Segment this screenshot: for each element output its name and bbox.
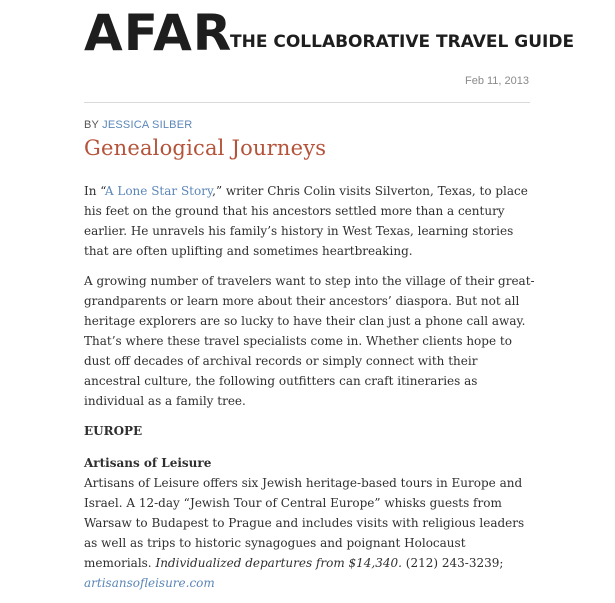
site-header <box>84 2 584 64</box>
lone-star-story-link[interactable]: A Lone Star Story <box>104 184 213 198</box>
article-title: Genealogical Journeys <box>84 136 327 160</box>
byline <box>84 119 192 132</box>
article-body <box>84 181 536 603</box>
outfitter-name: Artisans of Leisure <box>84 456 212 470</box>
byline-prefix: BY <box>84 119 99 131</box>
intro-text-before: In “ <box>84 184 105 198</box>
outfitter-description-text: Artisans of Leisure offers six Jewish heritage-based tours in Europe and Israel. A 12-day “Jewish Tour of Central Europe” whisks guests from Warsaw to Budapest to Prague and includes visits with religious leaders as well as trips to historic synagogues and poignant Holocaust memorials. <box>84 476 525 570</box>
section-heading-europe: EUROPE <box>84 424 143 438</box>
outfitter-website-link[interactable]: artisansofleisure.com <box>84 576 215 590</box>
header-divider <box>84 102 530 103</box>
article-date: Feb 11, 2013 <box>464 75 529 87</box>
author-link[interactable]: JESSICA SILBER <box>102 119 193 131</box>
outfitter-details: Individualized departures from $14,340. <box>155 556 402 570</box>
site-tagline: THE COLLABORATIVE TRAVEL GUIDE <box>230 32 575 52</box>
outfitter-description <box>84 473 536 593</box>
paragraph-travelers: A growing number of travelers want to step into the village of their great-grandparents or learn more about their ancestors’ diaspora. But not all heritage explorers are so lucky to have their clan just a phone call away. That’s where these travel specialists come in. Whether clients hope to dust off decades of archival records or simply connect with their ancestral culture, the following outfitters can craft itineraries as individual as a family tree. <box>84 274 535 408</box>
intro-text-after: ,” writer Chris Colin visits Silverton, Texas, to place his feet on the ground that his ancestors settled more than a century earlier. He unravels his family’s history in West Texas, learning stories that are often uplifting and sometimes heartbreaking. <box>84 184 528 258</box>
paragraph-intro <box>84 181 536 261</box>
outfitter-phone: (212) 243-3239; <box>405 556 504 570</box>
afar-logo[interactable]: AFAR <box>84 4 233 62</box>
